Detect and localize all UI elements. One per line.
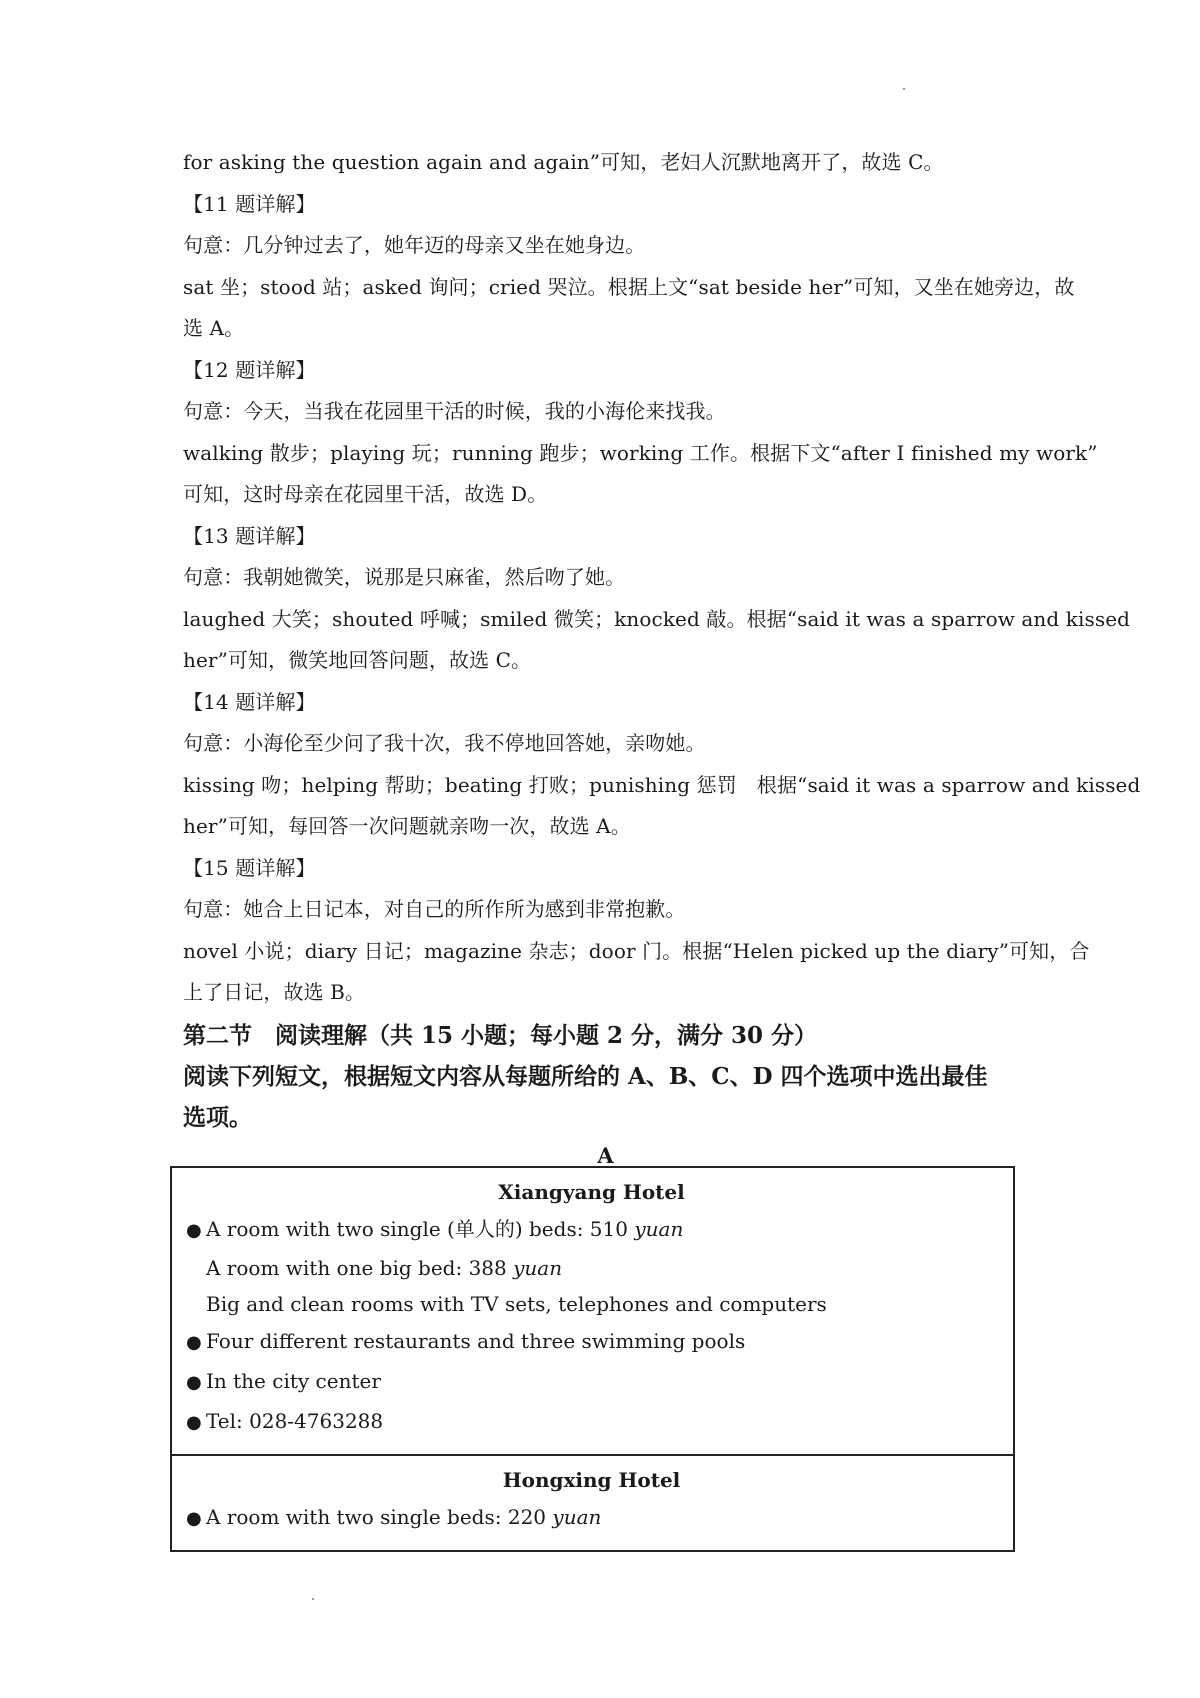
section-title: 第二节 阅读理解（共 15 小题；每小题 2 分，满分 30 分） <box>183 1021 818 1049</box>
bullet-icon: ● <box>186 1220 202 1241</box>
explanation-line: walking 散步；playing 玩；running 跑步；working 工作。根据下文“after I finished my work” <box>183 440 1098 465</box>
hotel-block <box>172 1454 1013 1550</box>
passage-label: A <box>597 1142 614 1168</box>
hotel-feature-text: A room with two single (单人的) beds: 510 <box>206 1217 635 1241</box>
explanation-line: for asking the question again and again”可知，老妇人沉默地离开了，故选 C。 <box>183 150 944 174</box>
explanation-line: her”可知，每回答一次问题就亲吻一次，故选 A。 <box>183 814 631 838</box>
question-heading: 【15 题详解】 <box>183 855 316 880</box>
explanation-line: 句意：几分钟过去了，她年迈的母亲又坐在她身边。 <box>183 233 646 257</box>
question-heading: 【12 题详解】 <box>183 357 316 382</box>
scan-speck <box>903 88 905 90</box>
hotel-table <box>170 1166 1015 1552</box>
explanation-line: 上了日记，故选 B。 <box>183 980 366 1004</box>
hotel-feature-text: Tel: 028-4763288 <box>206 1409 384 1433</box>
question-heading: 【14 题详解】 <box>183 689 316 714</box>
hotel-feature <box>186 1210 997 1250</box>
bullet-icon: ● <box>186 1508 202 1529</box>
explanation-line: 句意：小海伦至少问了我十次，我不停地回答她，亲吻她。 <box>183 731 706 755</box>
explanation-line: 选 A。 <box>183 316 245 340</box>
explanation-line: kissing 吻；helping 帮助；beating 打败；punishing 惩罚 根据“said it was a sparrow and kissed <box>183 772 1141 797</box>
section-instruction-cont: 选项。 <box>183 1103 252 1131</box>
price-unit: yuan <box>634 1217 684 1241</box>
explanation-line: novel 小说；diary 日记；magazine 杂志；door 门。根据“Helen picked up the diary”可知，合 <box>183 938 1090 963</box>
hotel-feature-text: Four different restaurants and three swimming pools <box>206 1329 746 1353</box>
bullet-icon: ● <box>186 1372 202 1393</box>
section-instruction: 阅读下列短文，根据短文内容从每题所给的 A、B、C、D 四个选项中选出最佳 <box>183 1062 988 1090</box>
hotel-feature <box>186 1362 997 1402</box>
hotel-feature-text: In the city center <box>206 1369 381 1393</box>
hotel-feature <box>186 1322 997 1362</box>
hotel-feature <box>186 1402 997 1442</box>
hotel-feature <box>186 1286 997 1322</box>
explanation-section <box>183 142 1141 1014</box>
hotel-name: Hongxing Hotel <box>502 1468 681 1492</box>
question-heading: 【11 题详解】 <box>183 191 316 216</box>
hotel-feature-text: A room with two single beds: 220 <box>206 1505 553 1529</box>
explanation-line: laughed 大笑；shouted 呼喊；smiled 微笑；knocked 敲。根据“said it was a sparrow and kissed <box>183 606 1131 631</box>
explanation-line: 句意：她合上日记本，对自己的所作所为感到非常抱歉。 <box>183 897 686 921</box>
explanation-line: 句意：我朝她微笑，说那是只麻雀，然后吻了她。 <box>183 565 626 589</box>
explanation-line: her”可知，微笑地回答问题，故选 C。 <box>183 648 532 672</box>
price-unit: yuan <box>552 1505 602 1529</box>
price-unit: yuan <box>513 1256 563 1280</box>
explanation-line: 可知，这时母亲在花园里干活，故选 D。 <box>183 482 548 506</box>
hotel-feature <box>186 1498 997 1538</box>
explanation-line: 句意：今天，当我在花园里干活的时候，我的小海伦来找我。 <box>183 399 726 423</box>
question-heading: 【13 题详解】 <box>183 523 316 548</box>
bullet-icon: ● <box>186 1412 202 1433</box>
hotel-feature-text: A room with one big bed: 388 <box>206 1256 514 1280</box>
bullet-icon: ● <box>186 1332 202 1353</box>
hotel-name: Xiangyang Hotel <box>498 1180 685 1204</box>
hotel-feature <box>186 1250 997 1286</box>
hotel-feature-text: Big and clean rooms with TV sets, telephones and computers <box>206 1292 827 1316</box>
explanation-line: sat 坐；stood 站；asked 询问；cried 哭泣。根据上文“sat beside her”可知，又坐在她旁边，故 <box>183 274 1075 299</box>
hotel-block <box>172 1168 1013 1454</box>
document-page <box>183 142 1141 1173</box>
scan-speck <box>312 1598 314 1600</box>
